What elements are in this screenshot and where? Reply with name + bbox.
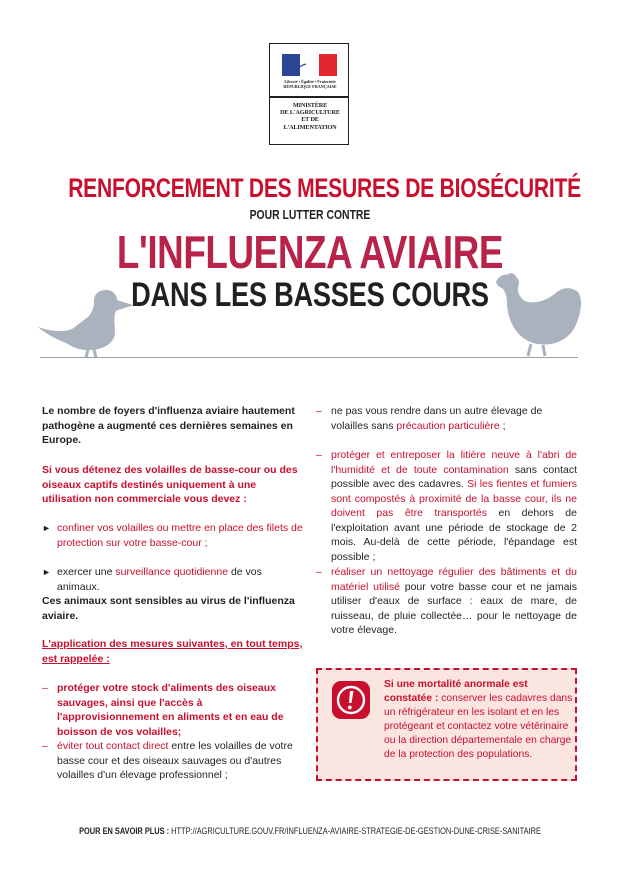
main-subtitle: DANS LES BASSES COURS	[131, 276, 489, 314]
logo-divider	[270, 96, 348, 98]
title-divider	[40, 357, 578, 358]
text-fragment: en dehors de l'exploitation avant une période de stockage de 2 mois. Au-delà de cette période, l'épandage est possible ;	[331, 507, 577, 563]
measure-no-visits	[331, 404, 577, 433]
triangle-bullet-icon: ►	[42, 523, 51, 533]
intro-paragraph: Le nombre de foyers d'influenza aviaire hautement pathogène a augmenté ces dernières semaines en Europe.	[42, 405, 295, 446]
marianne-profile-icon	[282, 54, 337, 76]
ministry-logo	[269, 43, 349, 145]
dash-marker: –	[316, 449, 322, 461]
measure-cleaning	[331, 565, 577, 638]
sensitivity-paragraph: Ces animaux sont sensibles au virus de l'influenza aviaire.	[42, 595, 295, 622]
dash-marker: –	[316, 566, 322, 578]
highlight-text: protéger et entreposer la litière neuve à l'abri de l'humidité et de toute contamination	[331, 449, 577, 476]
dash-marker: –	[42, 682, 48, 694]
text-fragment: pour votre basse cour et ne jamais utiliser d'eaux de surface : eaux de mare, de ruisseau, de pluie collectée… pour le nettoyage de votre élevage.	[331, 580, 577, 636]
exclamation-warning-icon	[331, 680, 371, 720]
mortality-alert-box	[316, 668, 577, 781]
footer-label: POUR EN SAVOIR PLUS :	[79, 826, 170, 837]
motto-line: Liberté • Égalité • Fraternité	[284, 79, 336, 84]
ministry-line: DE L'AGRICULTURE	[280, 109, 340, 117]
ministry-name	[272, 102, 348, 131]
dash-marker: –	[316, 405, 322, 417]
footer-url-link[interactable]: HTTP://AGRICULTURE.GOUV.FR/INFLUENZA-AVIAIRE-STRATEGIE-DE-GESTION-DUNE-CRISE-SANITAIRE	[169, 826, 541, 837]
owners-lead: Si vous détenez des volailles de basse-cour ou des oiseaux captifs destinés uniquement à une utilisation non commerciale vous devez :	[42, 464, 298, 505]
text-fragment: entre les volailles de votre basse cour et des oiseaux sauvages ou d'autres volailles d'un élevage professionnel ;	[57, 740, 293, 781]
highlight-text: surveillance quotidienne	[115, 566, 229, 578]
highlight-text: éviter tout contact direct	[57, 740, 169, 752]
ministry-line: ET DE	[301, 116, 319, 124]
ministry-line: L'ALIMENTATION	[283, 123, 337, 131]
text-fragment: de vos animaux.	[57, 566, 262, 593]
footer-more-info	[68, 826, 552, 837]
hen-silhouette-icon	[493, 272, 583, 358]
triangle-bullet-icon: ►	[42, 567, 51, 577]
text-fragment: ne pas vous rendre dans un autre élevage de volailles sans	[331, 405, 543, 432]
alert-message	[384, 678, 574, 762]
dash-marker: –	[42, 740, 48, 752]
measure-feed-protection: protéger votre stock d'aliments des oiseaux sauvages, ainsi que l'accès à l'approvisionnement en aliments et en eau de boisson de vos volailles;	[57, 682, 284, 738]
measure-surveillance	[57, 565, 307, 594]
duck-silhouette-icon	[36, 287, 136, 359]
republic-motto	[275, 79, 345, 89]
text-fragment: sans contact possible avec des cadavres.	[331, 463, 577, 490]
measure-litter-storage	[331, 448, 577, 564]
text-fragment: exercer une	[57, 566, 116, 578]
main-title: L'INFLUENZA AVIAIRE	[116, 226, 504, 278]
highlight-text: Si les fientes et fumiers sont compostés à proximité de la basse cour, ils ne doivent pas être transportés	[331, 478, 577, 519]
highlight-text: précaution particulière	[396, 419, 500, 432]
text-fragment: ;	[499, 419, 506, 432]
measure-avoid-contact	[57, 739, 305, 783]
measure-confine: confiner vos volailles ou mettre en place des filets de protection sur votre basse-cour ;	[57, 522, 303, 549]
headline: RENFORCEMENT DES MESURES DE BIOSÉCURITÉ	[68, 173, 581, 203]
ministry-line: MINISTÈRE	[292, 102, 328, 109]
subheadline: POUR LUTTER CONTRE	[249, 207, 371, 222]
highlight-text: réaliser un nettoyage régulier des bâtiments et du matériel utilisé	[331, 566, 577, 593]
republic-name: RÉPUBLIQUE FRANÇAISE	[283, 84, 337, 89]
alert-body: conserver les cadavres dans un réfrigérateur en les isolant et en les protégeant et contactez votre vétérinaire ou la direction départementale en charge de la protection des populations.	[384, 693, 573, 760]
recall-heading: L'application des mesures suivantes, en tout temps, est rappelée :	[42, 638, 303, 665]
alert-heading: Si une mortalité anormale est constatée :	[384, 679, 528, 704]
